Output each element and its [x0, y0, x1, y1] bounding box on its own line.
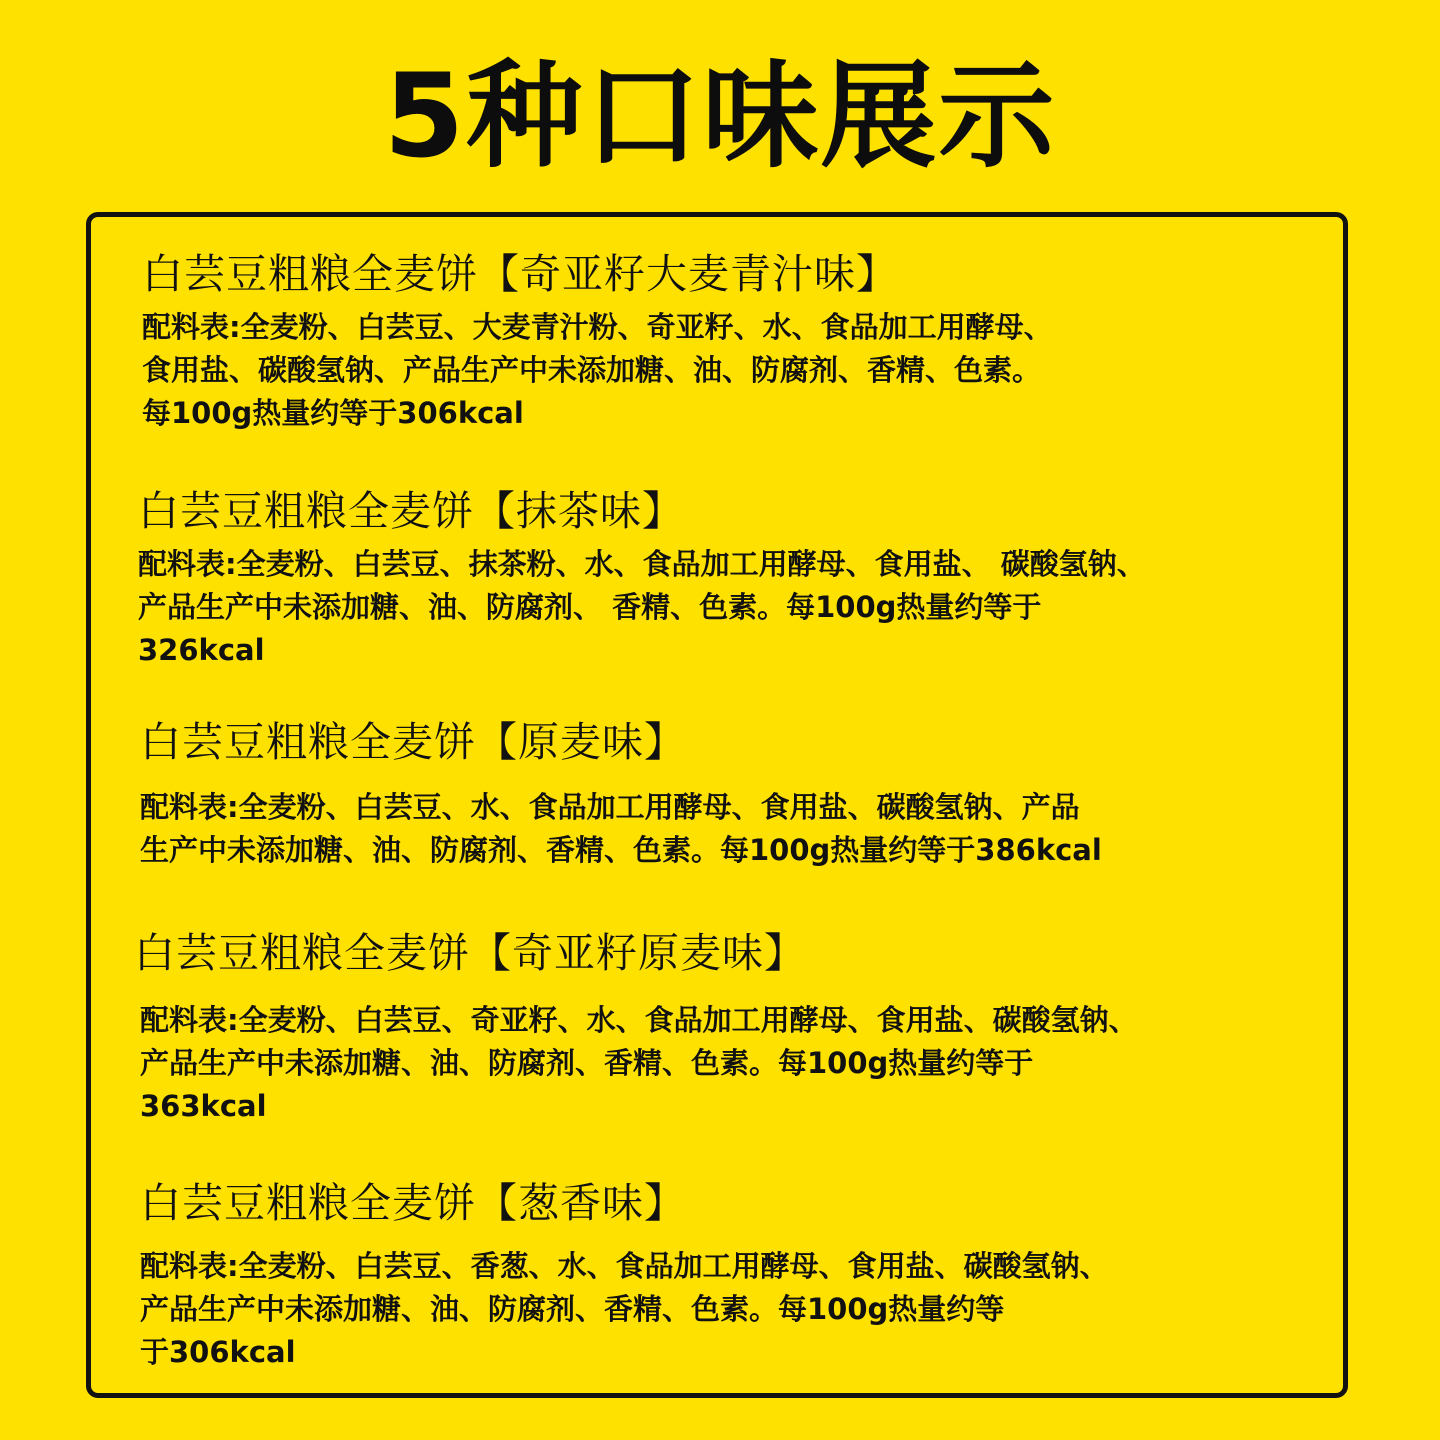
- flavor-name: 白芸豆粗粮全麦饼【抹茶味】: [138, 487, 684, 535]
- flavor-name: 白芸豆粗粮全麦饼【原麦味】: [140, 718, 686, 766]
- ingredients-line: 配料表:全麦粉、白芸豆、奇亚籽、水、食品加工用酵母、食用盐、碳酸氢钠、: [140, 1003, 1138, 1037]
- flavor-name: 白芸豆粗粮全麦饼【奇亚籽大麦青汁味】: [142, 250, 898, 298]
- page-title: 5种口味展示: [383, 49, 1057, 184]
- ingredients-line: 产品生产中未添加糖、油、防腐剂、香精、色素。每100g热量约等于: [140, 1046, 1034, 1080]
- ingredients-line: 配料表:全麦粉、白芸豆、抹茶粉、水、食品加工用酵母、食用盐、 碳酸氢钠、: [138, 547, 1146, 581]
- flavor-name: 白芸豆粗粮全麦饼【奇亚籽原麦味】: [134, 929, 806, 977]
- flavor-item-4: [134, 927, 1314, 1128]
- ingredients-line: 生产中未添加糖、油、防腐剂、香精、色素。每100g热量约等于386kcal: [140, 833, 1102, 867]
- ingredients-line: 配料表:全麦粉、白芸豆、香葱、水、食品加工用酵母、食用盐、碳酸氢钠、: [140, 1249, 1109, 1283]
- ingredients-line: 配料表:全麦粉、白芸豆、水、食品加工用酵母、食用盐、碳酸氢钠、产品: [140, 790, 1080, 824]
- calorie-line: 每100g热量约等于306kcal: [142, 396, 524, 430]
- ingredients-line: 产品生产中未添加糖、油、防腐剂、香精、色素。每100g热量约等: [140, 1292, 1005, 1326]
- ingredients-text: [140, 1245, 1300, 1374]
- flavor-item-2: [138, 485, 1318, 672]
- ingredients-line: 食用盐、碳酸氢钠、产品生产中未添加糖、油、防腐剂、香精、色素。: [142, 353, 1042, 387]
- flavor-item-3: [140, 716, 1320, 872]
- calorie-line: 326kcal: [138, 633, 265, 667]
- flavor-item-1: [142, 248, 1322, 435]
- ingredients-text: [138, 543, 1298, 672]
- calorie-line: 363kcal: [140, 1089, 267, 1123]
- ingredients-text: [140, 786, 1300, 872]
- ingredients-text: [140, 999, 1300, 1128]
- ingredients-text: [142, 306, 1302, 435]
- calorie-line: 于306kcal: [140, 1335, 296, 1369]
- ingredients-line: 产品生产中未添加糖、油、防腐剂、 香精、色素。每100g热量约等于: [138, 590, 1042, 624]
- flavor-item-5: [140, 1177, 1320, 1374]
- ingredients-line: 配料表:全麦粉、白芸豆、大麦青汁粉、奇亚籽、水、食品加工用酵母、: [142, 310, 1053, 344]
- flavor-name: 白芸豆粗粮全麦饼【葱香味】: [140, 1179, 686, 1227]
